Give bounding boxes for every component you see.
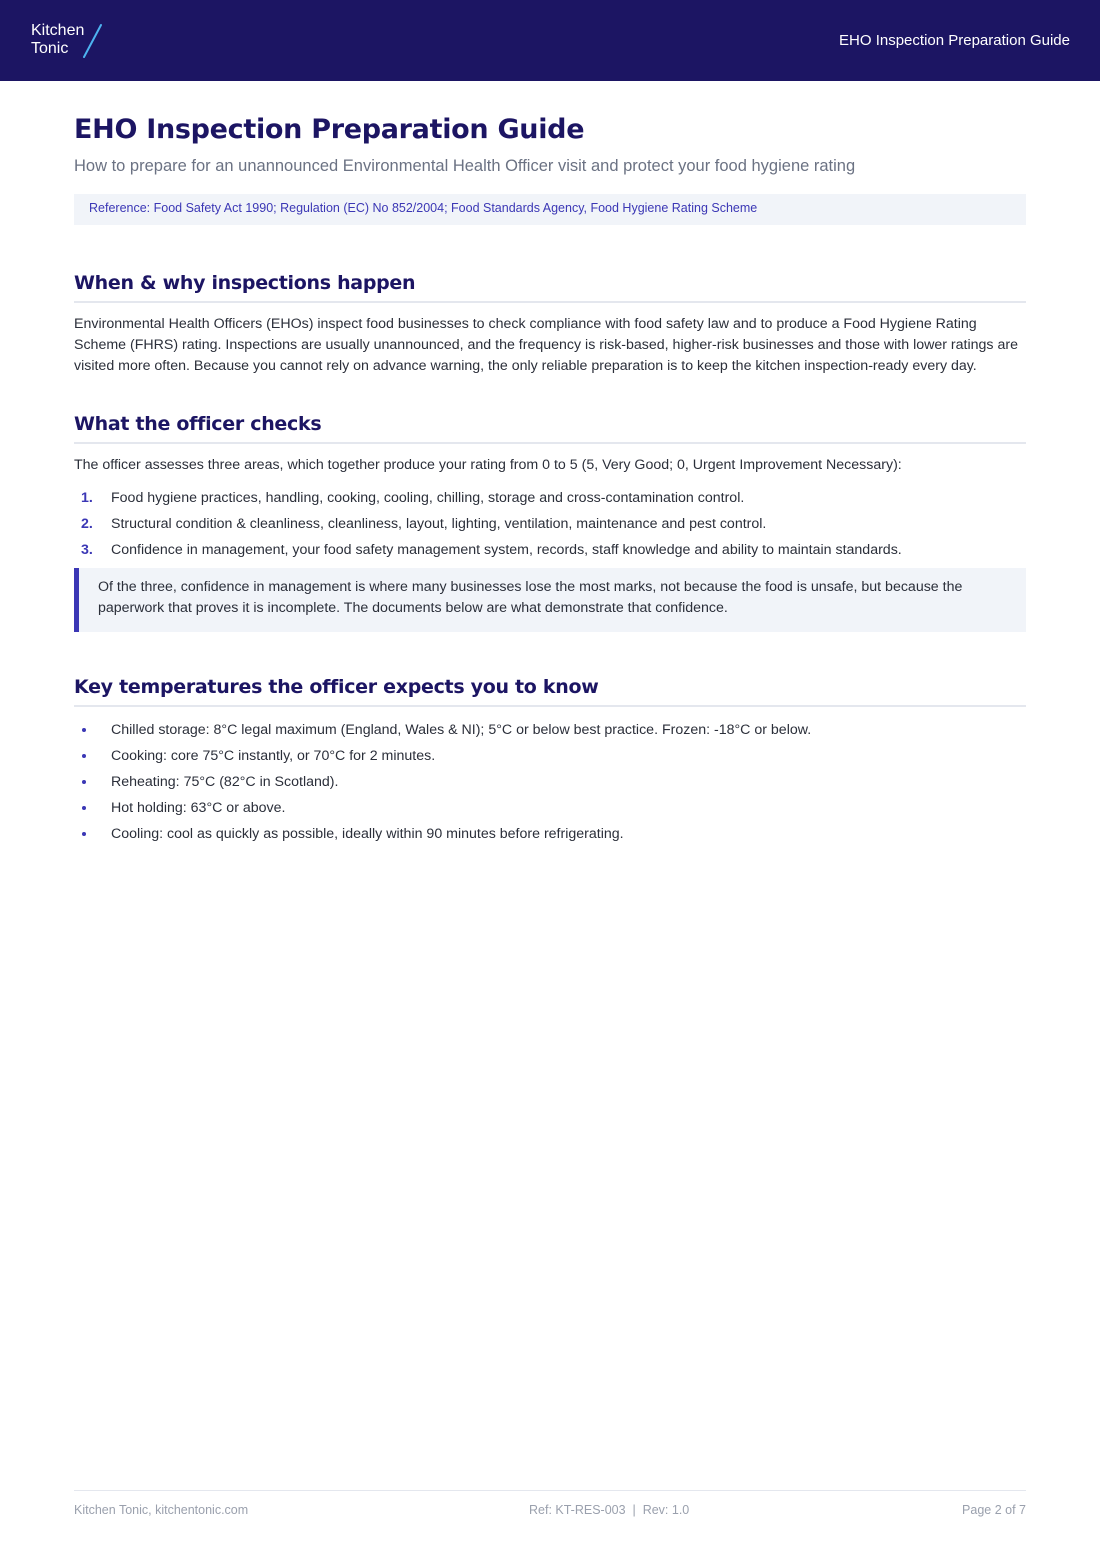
list-text: Cooking: core 75°C instantly, or 70°C for 2 minutes. — [111, 748, 436, 764]
section-paragraph: Environmental Health Officers (EHOs) inspect food businesses to check compliance with food safety law and to produce a Food Hygiene Rating Scheme (FHRS) rating. Inspections are usually unannounced, and the frequency is risk-based, higher-risk businesses and those with lower ratings are visited more often. Because you cannot rely on advance warning, the only reliable preparation is to keep the kitchen inspection-ready every day. — [74, 316, 1018, 374]
page-title: EHO Inspection Preparation Guide — [74, 114, 585, 145]
list-number: 2. — [81, 516, 93, 532]
logo-wordmark — [31, 22, 84, 58]
assessment-areas-list — [74, 485, 1026, 563]
callout-note: Of the three, confidence in management is where many businesses lose the most marks, not because the food is unsafe, but because the paperwork that proves it is incomplete. The documents below are what demonstrate that confidence. — [74, 568, 1026, 632]
section-paragraph: The officer assesses three areas, which together produce your rating from 0 to 5 (5, Very Good; 0, Urgent Improvement Necessary): — [74, 457, 902, 473]
list-item — [74, 537, 1026, 563]
page-header — [0, 0, 1100, 81]
list-text: Cooling: cool as quickly as possible, ideally within 90 minutes before refrigerating. — [111, 826, 624, 842]
logo-line-1: Kitchen — [31, 22, 85, 39]
bullet-icon — [82, 806, 86, 810]
bullet-icon — [82, 832, 86, 836]
bullet-icon — [82, 728, 86, 732]
logo-line-2: Tonic — [31, 40, 69, 57]
reference-box: Reference: Food Safety Act 1990; Regulation (EC) No 852/2004; Food Standards Agency, Food Hygiene Rating Scheme — [74, 194, 1026, 225]
section-key-temperatures — [74, 674, 1026, 847]
footer-company: Kitchen Tonic, kitchentonic.com — [74, 1503, 249, 1517]
list-item — [74, 821, 1026, 847]
section-heading: When & why inspections happen — [74, 270, 1026, 303]
header-document-title: EHO Inspection Preparation Guide — [839, 32, 1070, 49]
logo-slash-icon — [81, 24, 105, 58]
section-heading: Key temperatures the officer expects you to know — [74, 674, 1026, 707]
page-footer — [74, 1490, 1026, 1530]
footer-reference: Ref: KT-RES-003 | Rev: 1.0 — [529, 1503, 690, 1517]
list-text: Confidence in management, your food safety management system, records, staff knowledge and ability to maintain standards. — [111, 542, 902, 558]
list-item — [74, 485, 1026, 511]
footer-page-number: Page 2 of 7 — [962, 1503, 1026, 1517]
list-item — [74, 743, 1026, 769]
section-officer-checks — [74, 411, 1026, 632]
page-subtitle: How to prepare for an unannounced Environmental Health Officer visit and protect your food hygiene rating — [74, 157, 856, 175]
bullet-icon — [82, 754, 86, 758]
list-number: 3. — [81, 542, 93, 558]
temperatures-list — [74, 717, 1026, 847]
list-text: Hot holding: 63°C or above. — [111, 800, 286, 816]
kitchen-tonic-logo[interactable] — [31, 22, 111, 62]
list-text: Food hygiene practices, handling, cooking, cooling, chilling, storage and cross-contamination control. — [111, 490, 745, 506]
section-inspections — [74, 270, 1026, 377]
list-text: Reheating: 75°C (82°C in Scotland). — [111, 774, 339, 790]
list-item — [74, 511, 1026, 537]
list-text: Chilled storage: 8°C legal maximum (England, Wales & NI); 5°C or below best practice. Frozen: -18°C or below. — [111, 722, 812, 738]
bullet-icon — [82, 780, 86, 784]
list-item — [74, 769, 1026, 795]
list-item — [74, 717, 1026, 743]
list-text: Structural condition & cleanliness, cleanliness, layout, lighting, ventilation, maintenance and pest control. — [111, 516, 767, 532]
list-item — [74, 795, 1026, 821]
section-heading: What the officer checks — [74, 411, 1026, 444]
document-body — [74, 112, 1026, 847]
list-number: 1. — [81, 490, 93, 506]
